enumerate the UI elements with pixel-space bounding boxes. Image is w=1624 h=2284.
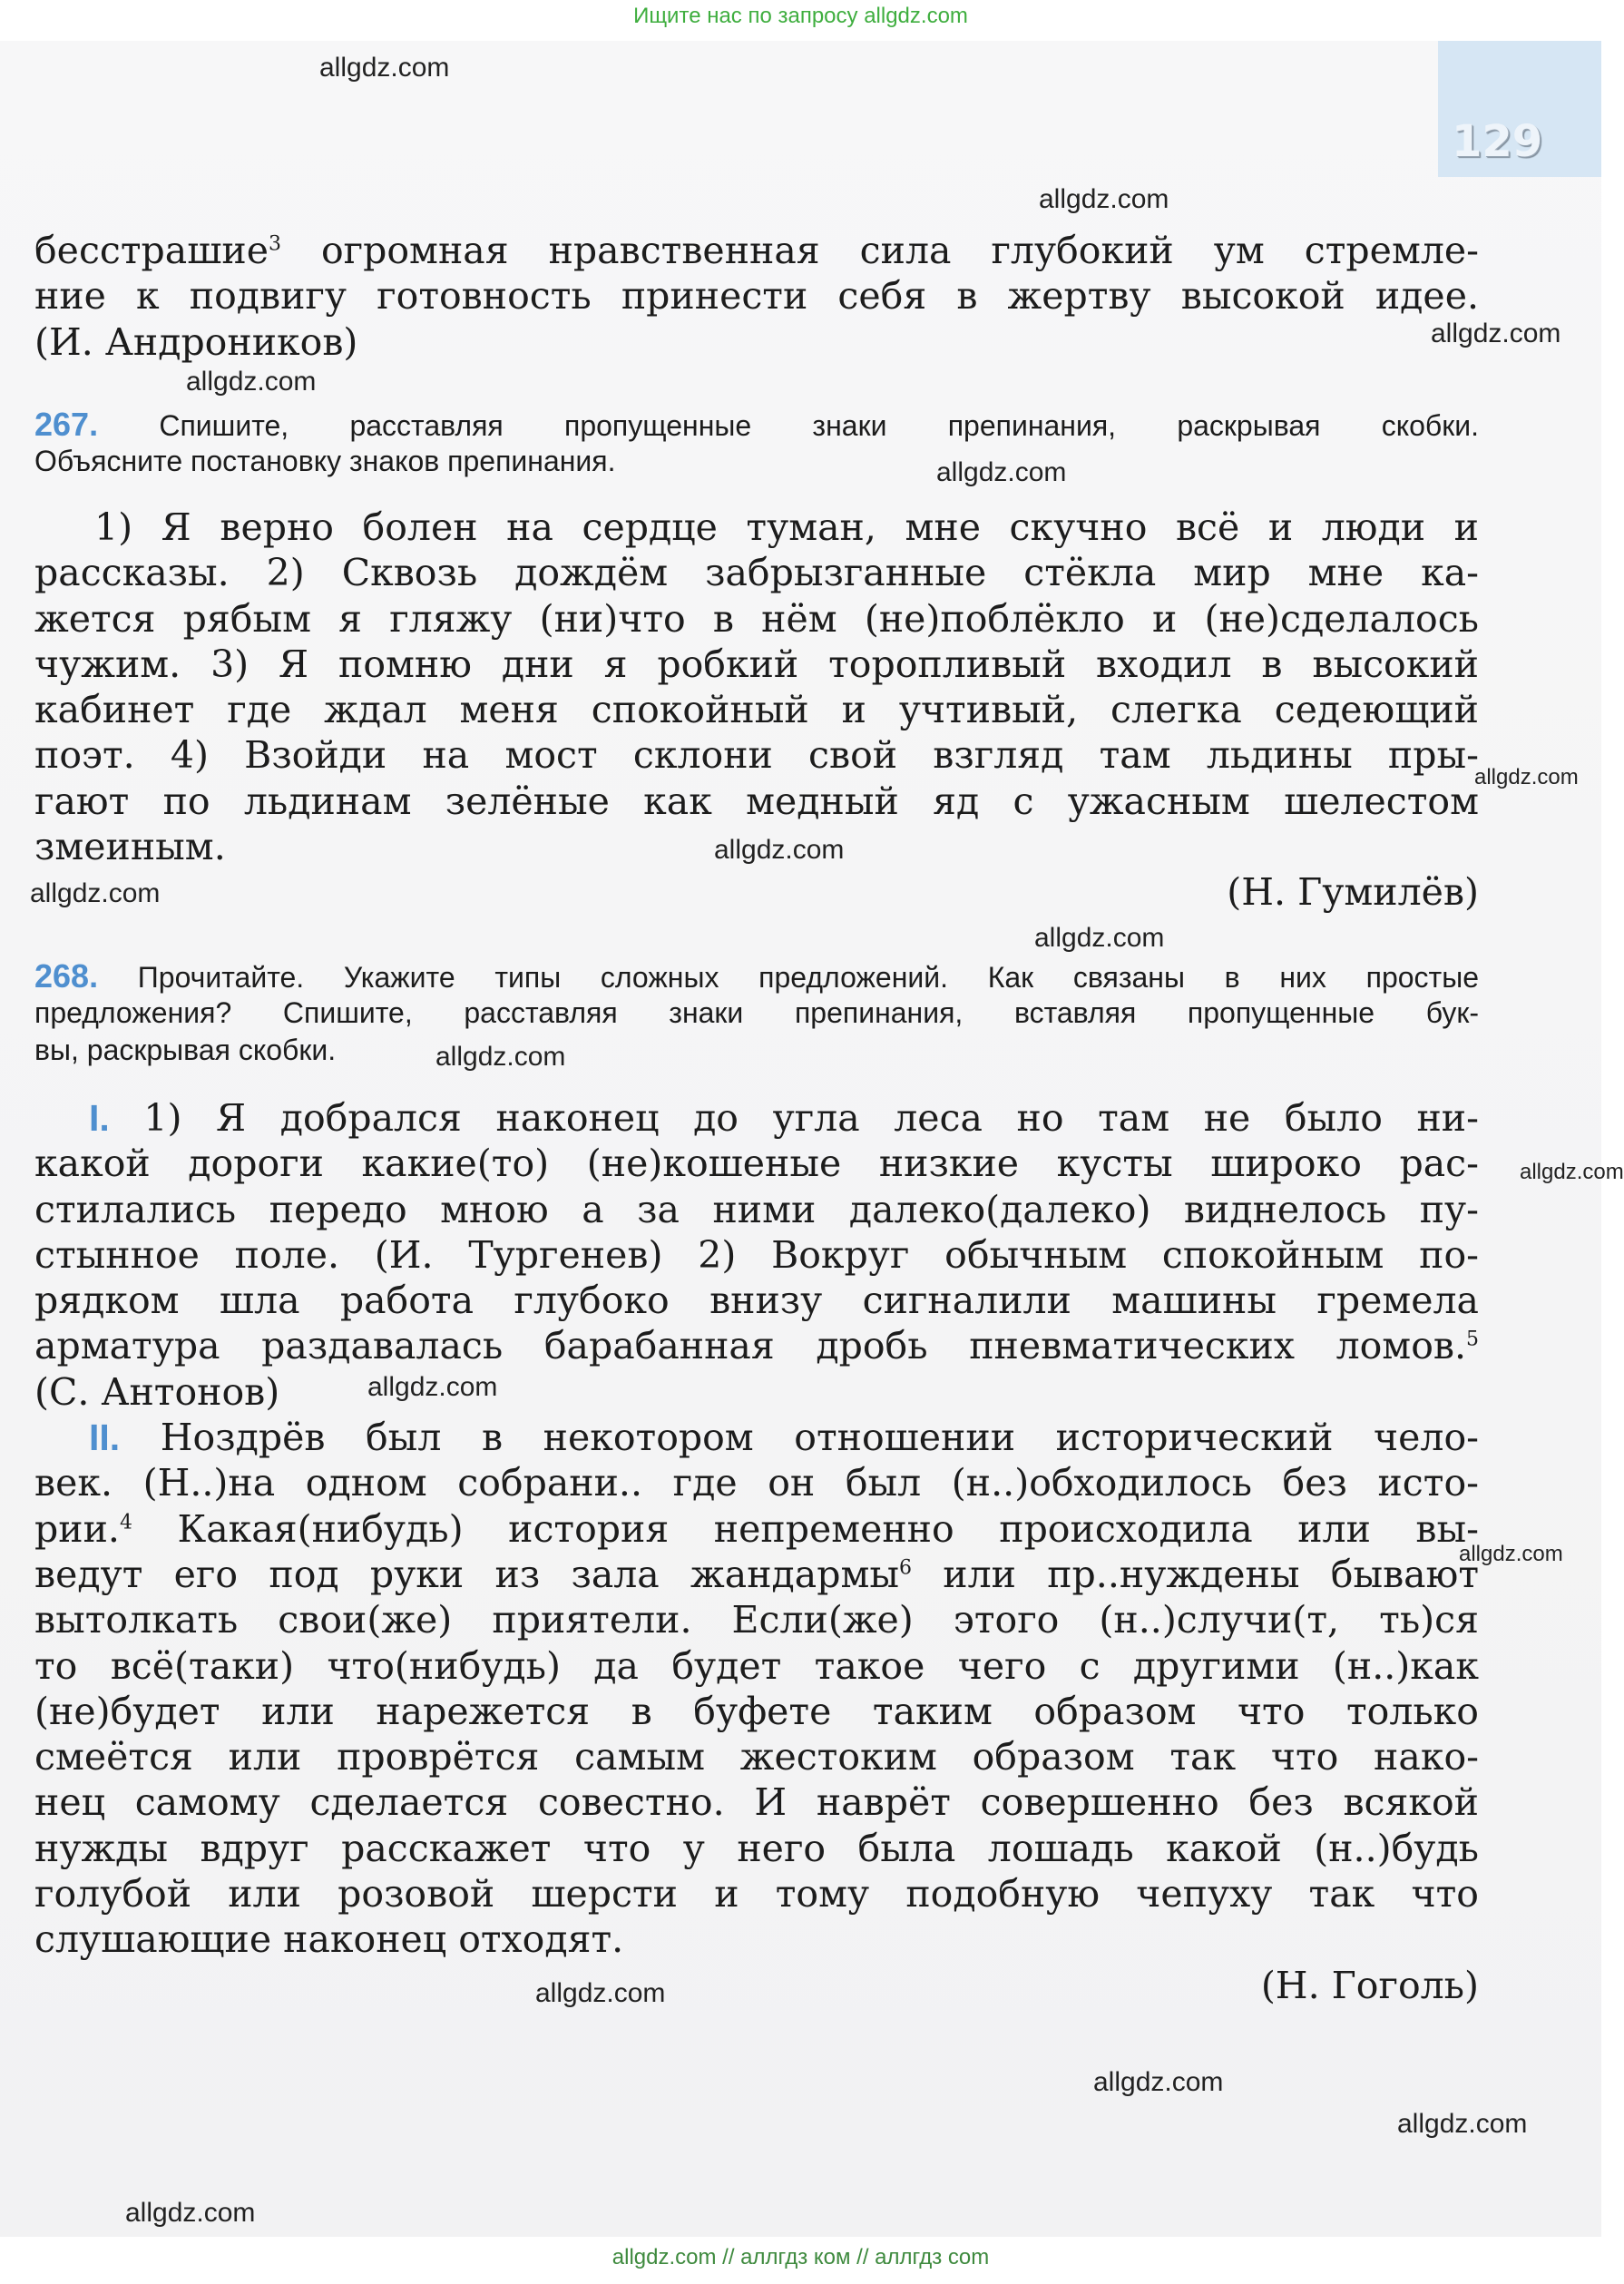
watermark: allgdz.com (435, 1042, 566, 1072)
bottom-banner: allgdz.com // аллгдз ком // аллгдз com (611, 2245, 990, 2269)
part-label: I. (89, 1097, 110, 1139)
watermark: allgdz.com (1474, 765, 1579, 789)
watermark: allgdz.com (535, 1978, 666, 2008)
watermark: allgdz.com (30, 878, 161, 908)
watermark: allgdz.com (936, 457, 1067, 487)
watermark: allgdz.com (186, 367, 317, 397)
task-267-instruction: 267. Спишите, расставляя пропущенные знаки препинания, раскрывая скобки. Объясните постановку знаков препинания. (34, 406, 1479, 477)
watermark: allgdz.com (1034, 923, 1165, 953)
part-label: II. (89, 1416, 121, 1459)
page-number: 129 (1452, 116, 1543, 167)
watermark: allgdz.com (1459, 1542, 1563, 1566)
watermark: allgdz.com (1520, 1160, 1624, 1184)
continuation-text: бесстрашие$^3$ огромная нравственная сила глубокий ум стремле- ние к подвигу готовность принести себя в жертву высокой идее. (И. Андроников) (34, 229, 1479, 364)
watermark: allgdz.com (319, 53, 450, 83)
watermark: allgdz.com (1431, 319, 1561, 348)
watermark: allgdz.com (125, 2198, 256, 2228)
top-banner: Ищите нас по запросу allgdz.com (633, 4, 968, 28)
task-268-text: I. 1) Я добрался наконец до угла леса но там не было ни- какой дороги какие(то) (не)кошеные низкие кусты широко рас- стилались передо мною а за ними далеко(далеко) виднелось пу- стынное поле. (И. Тургенев) 2) Вокруг обычным спокойным по- рядком шла работа глубоко внизу сигналили машины гремела арматура раздавалась барабанная дробь пневматических ломов.$^5$ (С. Антонов) II. Ноздрёв был в некотором отношении исторический чело- век. (Н..)на одном собрани.. где он был (н..)обходилось без исто- рии.$^4$ Какая(нибудь) история непременно происходила или вы- ведут его под руки из зала жандармы$^6$ или пр..нуждены бывают вытолкать свои(же) приятели. Если(же) этого (н..)случи(т, ть)ся то всё(таки) что(нибудь) да будет такое чего с другими (н..)как (не)будет или нарежется в буфете таким образом что только смеётся или провpётся самым жестоким образом так что нако- нец самому сделается совестно. И наврёт совершенно без всякой нужды вдруг расскажет что у него была лошадь какой (н..)будь голубой или розовой шерсти и тому подобную чепуху так что слушающие наконец отходят. (Н. Гоголь) (34, 1096, 1479, 2007)
task-number: 268. (34, 957, 99, 995)
author: (Н. Гумилёв) (1227, 870, 1479, 915)
watermark: allgdz.com (714, 835, 845, 865)
task-267-text: 1) Я верно болен на сердце туман, мне скучно всё и люди и рассказы. 2) Сквозь дождём забрызганные стёкла мир мне ка- жется рябым я гляжу (ни)что в нём (не)поблёкло и (не)сделалось чужим. 3) Я помню дни я робкий торопливый входил в высокий кабинет где ждал меня спокойный и учтивый, слегка седеющий поэт. 4) Взойди на мост склони свой взгляд там льдины пры- гают по льдинам зелёные как медный яд с ужасным шелестом змеиным. (Н. Гумилёв) (34, 505, 1479, 915)
task-268-instruction: 268. Прочитайте. Укажите типы сложных предложений. Как связаны в них простые предложения? Спишите, расставляя знаки препинания, вставляя пропущенные бук- вы, раскрывая скобки. (34, 957, 1480, 1066)
watermark: allgdz.com (1093, 2067, 1224, 2097)
author: (Н. Гоголь) (1260, 1963, 1479, 2007)
task-number: 267. (34, 406, 99, 443)
watermark: allgdz.com (1397, 2109, 1528, 2139)
watermark: allgdz.com (367, 1372, 498, 1402)
watermark: allgdz.com (1039, 184, 1169, 214)
